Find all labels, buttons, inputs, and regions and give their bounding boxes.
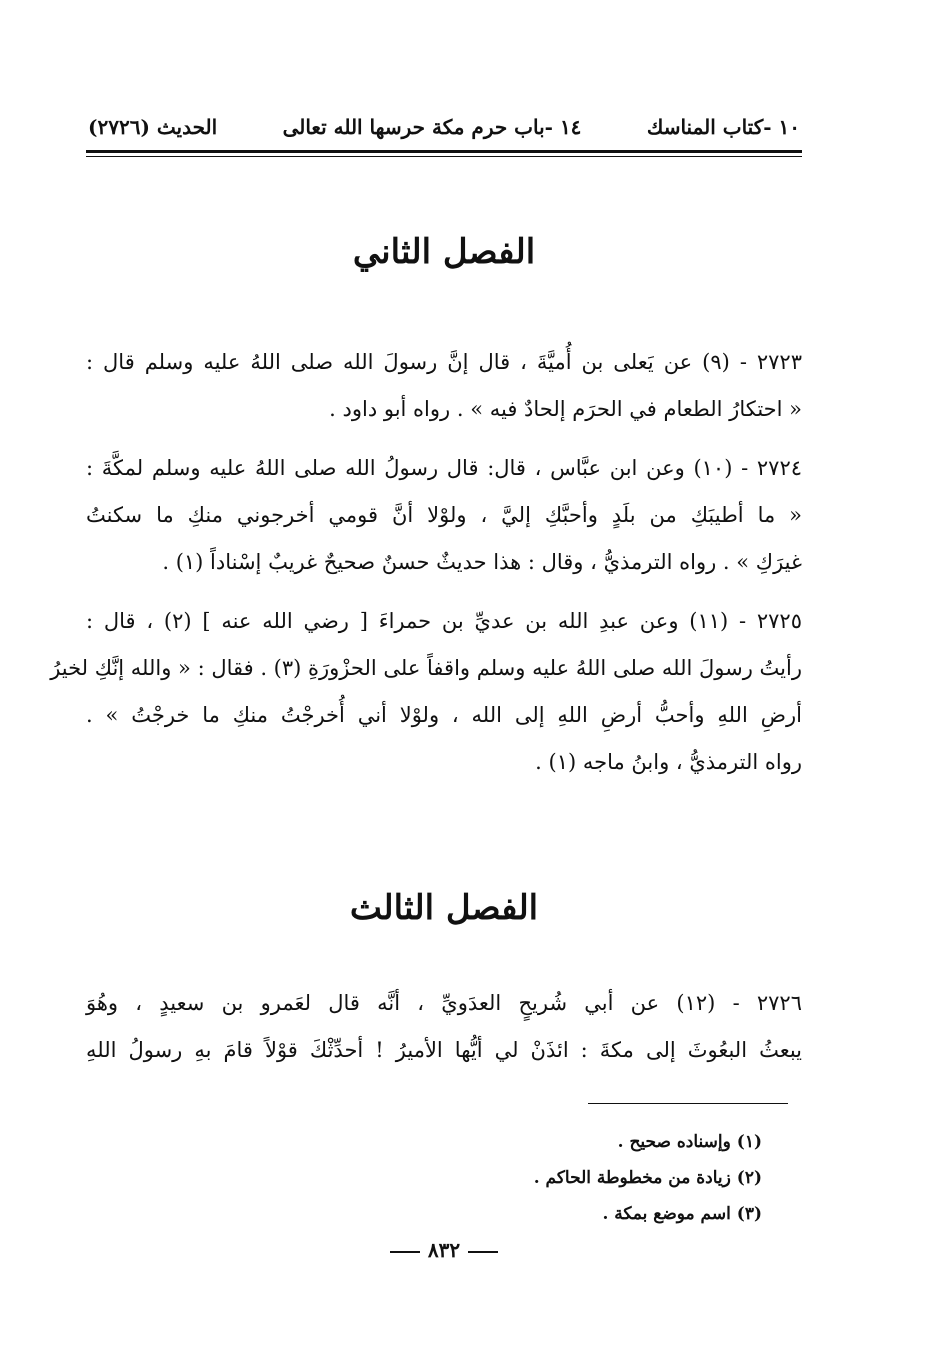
page-number (86, 1238, 802, 1262)
hadith-line: رأيتُ رسولَ الله صلى اللهُ عليه وسلم واقفاً على الحزْورَةِ (٣) . فقال : « والله إنَّكِ لخيرُ (50, 656, 802, 680)
footnote: (٢) زيادة من مخطوطة الحاكم . (533, 1168, 762, 1188)
hadith-line: ٢٧٢٤ - (١٠) وعن ابن عبَّاس ، قال: قال رسولُ الله صلى اللهُ عليه وسلم لمكَّةَ : (86, 456, 803, 480)
hadith-2724 (86, 445, 802, 586)
hadith-2726 (86, 980, 802, 1074)
header-rule-thick (86, 150, 802, 153)
footnote: (١) وإسناده صحيح . (617, 1132, 762, 1152)
section-title-third: الفصل الثالث (349, 888, 539, 928)
hadith-line: غيرَكِ » . رواه الترمذيُّ ، وقال : هذا حديثٌ حسنٌ صحيحٌ غريبٌ إسْناداً (١) . (162, 550, 802, 574)
hadith-line: « ما أطيبَكِ من بلَدٍ وأحبَّكِ إليَّ ، ولوْلا أنَّ قومي أخرجوني منكِ ما سكنتُ (86, 503, 802, 527)
hadith-line: أرضِ اللهِ وأحبُّ أرضِ اللهِ إلى الله ، ولوْلا أني أُخرجْتُ منكِ ما خرجْتُ » . (86, 703, 802, 727)
footnotes (400, 1124, 762, 1232)
running-head-chapter: ١٤ -باب حرم مكة حرسها الله تعالى (282, 115, 582, 139)
running-head-book: ١٠ -كتاب المناسك (646, 115, 800, 139)
footnote-rule (588, 1103, 788, 1104)
running-head (88, 110, 800, 144)
hadith-line: يبعثُ البعُوثَ إلى مكةَ : ائذَنْ لي أيُّها الأميرُ ! أحدِّثْكَ قوْلاً قامَ بهِ رسولُ اللهِ (86, 1038, 802, 1062)
hadith-line: ٢٧٢٦ - (١٢) عن أبي شُريحٍ العدَويِّ ، أنَّه قال لعَمرو بن سعيدٍ ، وهُوَ (86, 991, 802, 1015)
hadith-line: ٢٧٢٥ - (١١) وعن عبدِ الله بن عديِّ بن حمراءَ [ رضي الله عنه ] (٢) ، قال : (86, 609, 802, 633)
hadith-line: ٢٧٢٣ - (٩) عن يَعلى بن أُميَّةَ ، قال إنَّ رسولَ الله صلى اللهُ عليه وسلم قال : (86, 350, 802, 374)
hadith-line: رواه الترمذيُّ ، وابنُ ماجه (١) . (535, 750, 802, 774)
section-title-second: الفصل الثاني (352, 232, 536, 272)
hadith-2723 (86, 339, 802, 433)
hadith-2725 (50, 598, 802, 786)
page-number-value: ٨٣٢ (427, 1238, 461, 1262)
header-rule-thin (86, 156, 802, 157)
hadith-line: « احتكارُ الطعام في الحرَم إلحادٌ فيه » . رواه أبو داود . (329, 397, 802, 421)
page-number-dash (390, 1251, 420, 1253)
page-number-dash (468, 1251, 498, 1253)
footnote: (٣) اسم موضع بمكة . (602, 1204, 762, 1224)
running-head-hadith: الحديث (٢٧٢٦) (88, 115, 218, 139)
